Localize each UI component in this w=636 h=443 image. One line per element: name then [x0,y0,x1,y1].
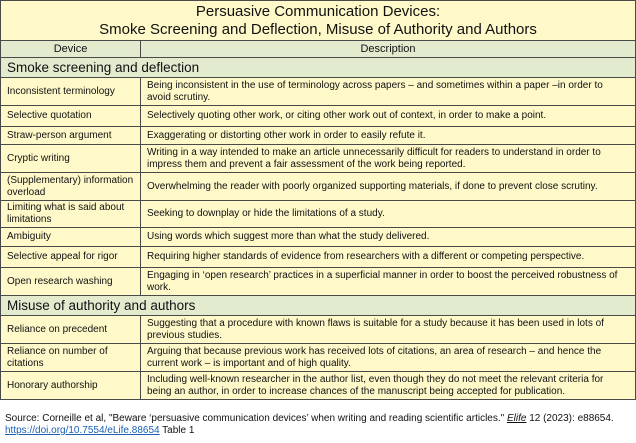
description-cell: Engaging in ‘open research’ practices in a superficial manner in order to boost the perceived robustness of work. [141,268,636,296]
source-citation [5,413,631,437]
device-cell: Selective appeal for rigor [1,247,141,268]
section-heading: Smoke screening and deflection [1,58,636,78]
table-row [1,372,636,400]
column-header-description: Description [141,41,636,58]
source-journal-link[interactable]: Elife [506,413,527,424]
device-cell: Reliance on precedent [1,316,141,344]
table-row [1,127,636,145]
source-doi-link[interactable]: https://doi.org/10.7554/eLife.88654 [5,425,160,436]
table-row [1,106,636,127]
title-line-2: Smoke Screening and Deflection, Misuse of Authority and Authors [99,20,537,38]
source-prefix: Source: Corneille et al, "Beware ‘persuasive communication devices’ when writing and reading scientific articles." [5,413,507,424]
description-cell: Suggesting that a procedure with known flaws is suitable for a study because it has been used in lots of previous studies. [141,316,636,344]
description-cell: Seeking to downplay or hide the limitations of a study. [141,201,636,228]
device-cell: (Supplementary) information overload [1,173,141,201]
table-row [1,78,636,106]
device-cell: Open research washing [1,268,141,296]
description-cell: Arguing that because previous work has received lots of citations, an area of research – and hence the current work – is important and of high quality. [141,344,636,372]
description-cell: Overwhelming the reader with poorly organized supporting materials, if done to prevent close scrutiny. [141,173,636,201]
description-cell: Being inconsistent in the use of terminology across papers – and sometimes within a paper –in order to avoid scrutiny. [141,78,636,106]
column-header-device: Device [1,41,141,58]
description-cell: Exaggerating or distorting other work in order to easily refute it. [141,127,636,145]
device-cell: Inconsistent terminology [1,78,141,106]
device-cell: Cryptic writing [1,145,141,173]
table-row [1,228,636,247]
device-cell: Limiting what is said about limitations [1,201,141,228]
description-cell: Writing in a way intended to make an article unnecessarily difficult for readers to understand in order to impress them and prevent a fair assessment of the work being reported. [141,145,636,173]
column-header-row [1,41,636,58]
source-volume: 12 (2023): e88654. [526,413,614,424]
table-row [1,145,636,173]
device-cell: Selective quotation [1,106,141,127]
table-title [1,1,636,41]
title-row [1,1,636,41]
source-suffix: Table 1 [159,425,195,436]
section-row [1,58,636,78]
description-cell: Selectively quoting other work, or citing other work out of context, in order to make a point. [141,106,636,127]
description-cell: Including well-known researcher in the author list, even though they do not meet the relevant criteria for being an author, in order to increase chances of the manuscript being accepted for publication. [141,372,636,400]
description-cell: Requiring higher standards of evidence from researchers with a different or competing perspective. [141,247,636,268]
device-cell: Straw-person argument [1,127,141,145]
table-row [1,247,636,268]
section-heading: Misuse of authority and authors [1,296,636,316]
description-cell: Using words which suggest more than what the study delivered. [141,228,636,247]
title-line-1: Persuasive Communication Devices: [195,2,441,20]
section-row [1,296,636,316]
table-row [1,344,636,372]
device-cell: Reliance on number of citations [1,344,141,372]
table-row [1,268,636,296]
table-row [1,316,636,344]
device-cell: Ambiguity [1,228,141,247]
device-cell: Honorary authorship [1,372,141,400]
table-row [1,201,636,228]
table-row [1,173,636,201]
